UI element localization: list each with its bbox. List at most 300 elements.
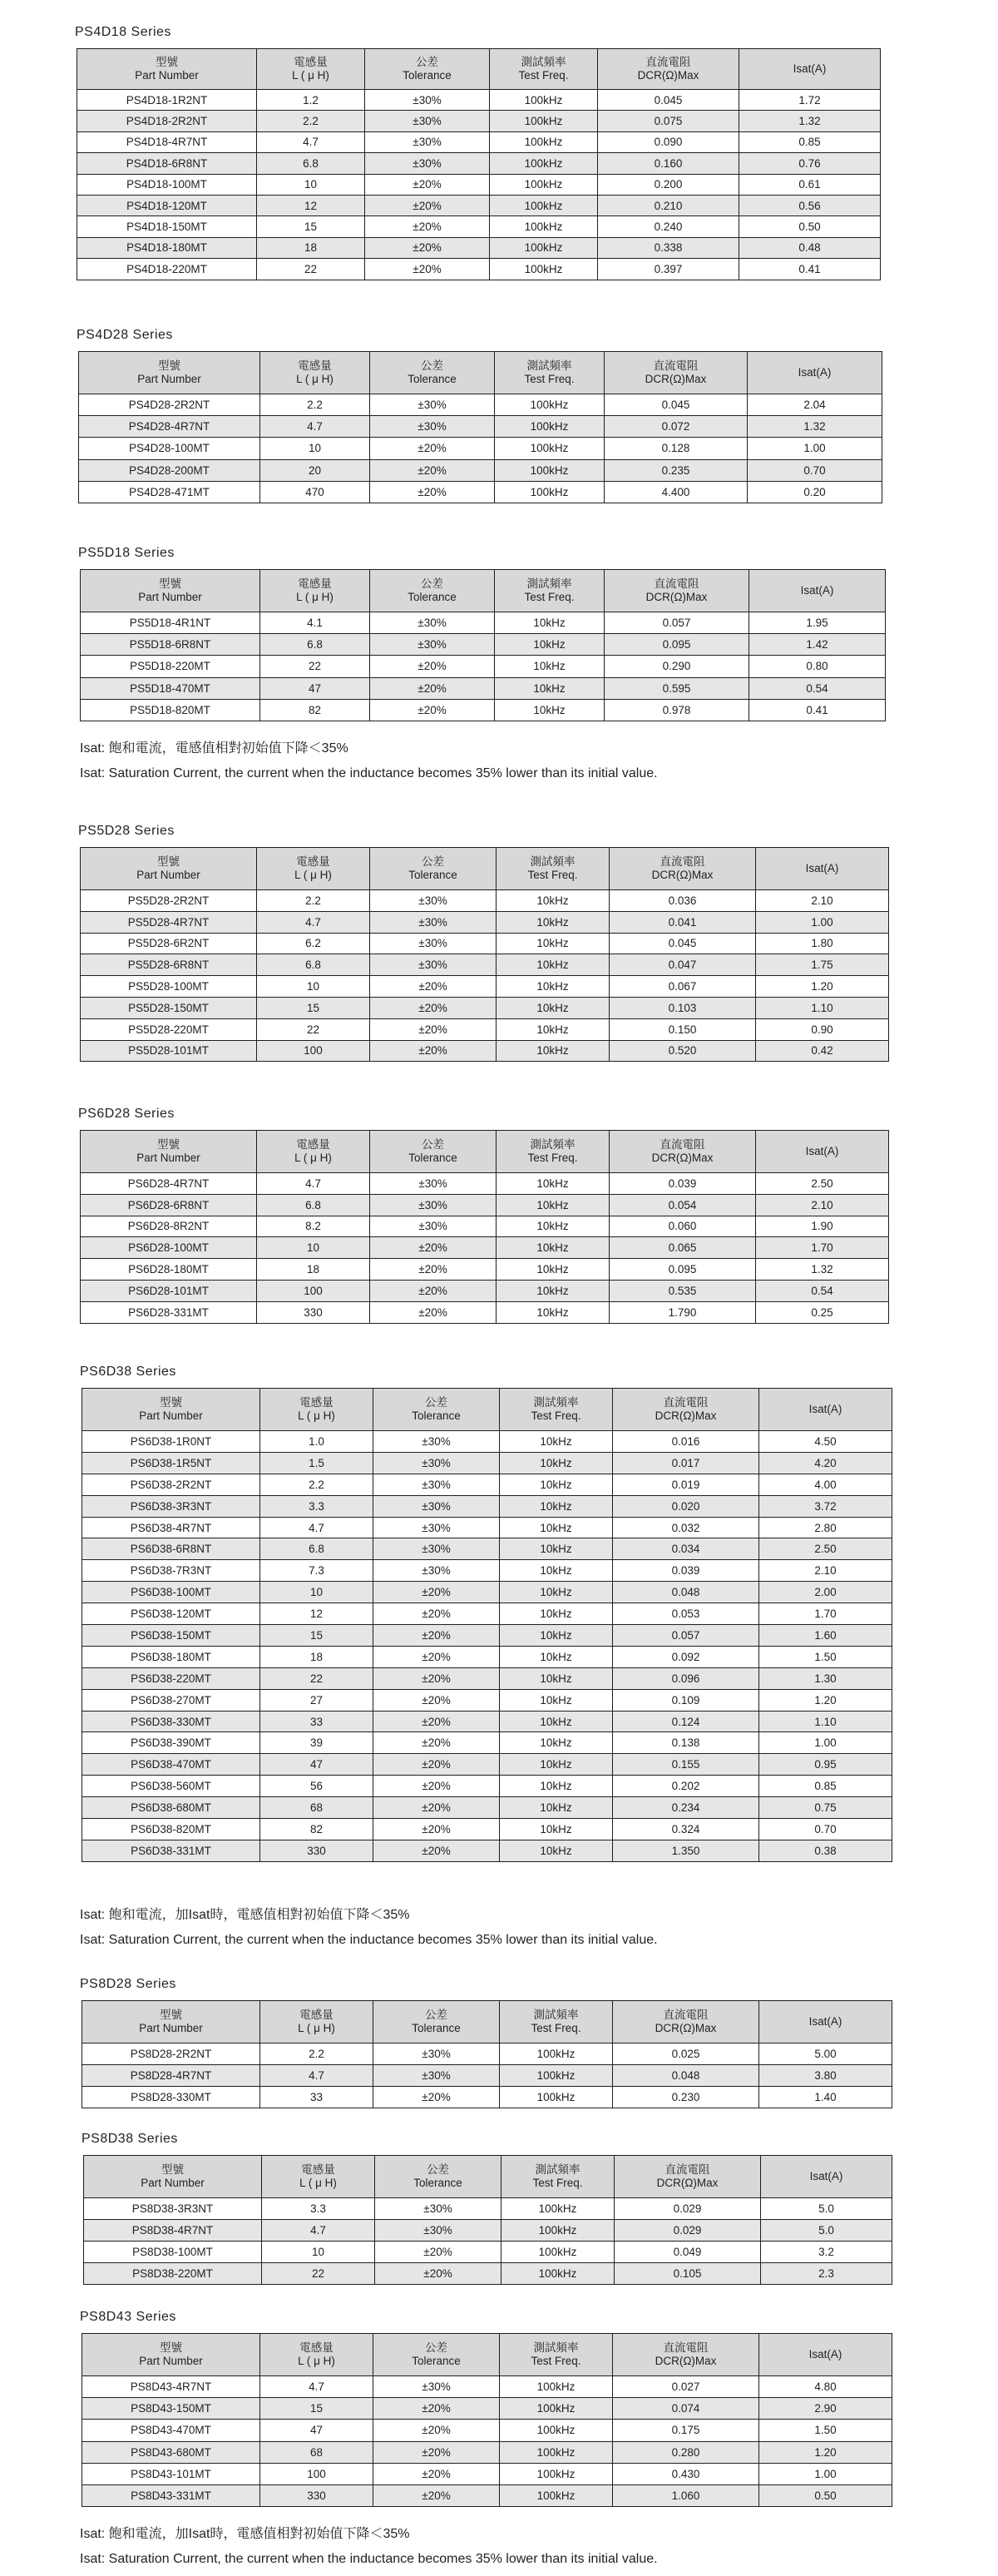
table-row [81,890,889,912]
cell-dcr: 0.016 [613,1431,759,1453]
table-row [81,997,889,1018]
cell-isat: 0.76 [739,153,881,174]
cell-test-freq: 100kHz [490,131,598,152]
cell-inductance: 2.2 [257,111,365,131]
header-row [84,2156,892,2198]
cell-part-number: PS5D28-6R2NT [81,933,257,954]
table-row [77,131,881,152]
cell-isat: 0.80 [749,656,886,677]
cell-tolerance: ±20% [370,976,497,998]
cell-inductance: 7.3 [260,1560,373,1582]
table-row [82,1667,892,1689]
cell-isat: 5.0 [761,2220,892,2242]
header-part-number: 型號 Part Number [84,2156,262,2198]
cell-test-freq: 100kHz [500,2463,613,2484]
cell-dcr: 0.025 [613,2043,759,2065]
cell-inductance: 47 [260,2420,373,2441]
cell-test-freq: 100kHz [501,2198,615,2220]
cell-inductance: 18 [260,1646,373,1667]
cell-dcr: 0.072 [605,416,748,438]
cell-dcr: 0.280 [613,2441,759,2463]
cell-test-freq: 10kHz [497,976,610,998]
cell-dcr: 0.128 [605,438,748,459]
cell-inductance: 12 [260,1603,373,1625]
cell-tolerance: ±20% [373,1840,500,1861]
cell-dcr: 0.036 [610,890,756,912]
cell-isat: 1.50 [759,1646,892,1667]
cell-isat: 0.48 [739,237,881,258]
cell-test-freq: 10kHz [495,677,605,699]
cell-tolerance: ±20% [373,1646,500,1667]
cell-dcr: 0.034 [613,1538,759,1560]
cell-isat: 1.32 [739,111,881,131]
table-header [77,49,881,90]
cell-test-freq: 10kHz [500,1819,613,1840]
table-header [79,352,882,394]
cell-dcr: 0.095 [610,1259,756,1281]
cell-inductance: 10 [257,976,370,998]
cell-test-freq: 100kHz [490,153,598,174]
cell-dcr: 0.230 [613,2087,759,2108]
cell-test-freq: 100kHz [490,259,598,280]
table-body [82,2376,892,2507]
header-tolerance: 公差 Tolerance [375,2156,501,2198]
cell-part-number: PS6D28-6R8NT [81,1194,257,1216]
series-title: PS6D28 Series [78,1107,175,1121]
cell-isat: 3.80 [759,2065,892,2087]
table-header [81,570,886,612]
header-inductance: 電感量 L ( μ H) [260,352,370,394]
table-header [81,848,889,890]
table-row [77,174,881,195]
cell-inductance: 6.8 [257,153,365,174]
table-row [82,1517,892,1538]
header-tolerance: 公差 Tolerance [370,1131,497,1173]
cell-inductance: 68 [260,1797,373,1819]
table-row [82,2463,892,2484]
cell-inductance: 8.2 [257,1216,370,1237]
cell-dcr: 0.109 [613,1689,759,1711]
cell-tolerance: ±20% [370,1018,497,1040]
cell-test-freq: 10kHz [500,1797,613,1819]
cell-test-freq: 100kHz [500,2398,613,2420]
cell-tolerance: ±20% [373,1732,500,1754]
cell-part-number: PS6D38-120MT [82,1603,260,1625]
cell-part-number: PS6D28-4R7NT [81,1173,257,1195]
header-dcr: 直流電阻 DCR(Ω)Max [613,1389,759,1431]
cell-dcr: 0.105 [615,2263,761,2285]
cell-isat: 0.38 [759,1840,892,1861]
cell-part-number: PS8D43-331MT [82,2484,260,2506]
cell-tolerance: ±30% [370,933,497,954]
cell-inductance: 22 [257,259,365,280]
cell-isat: 2.10 [759,1560,892,1582]
cell-inductance: 330 [260,2484,373,2506]
cell-dcr: 0.060 [610,1216,756,1237]
series-title: PS8D43 Series [80,2310,176,2324]
cell-inductance: 6.8 [257,1194,370,1216]
cell-test-freq: 10kHz [495,634,605,656]
cell-part-number: PS6D38-1R5NT [82,1452,260,1474]
cell-test-freq: 10kHz [497,1040,610,1062]
cell-part-number: PS6D38-100MT [82,1582,260,1603]
cell-tolerance: ±20% [373,1754,500,1776]
cell-tolerance: ±20% [373,2398,500,2420]
cell-inductance: 4.7 [260,1517,373,1538]
cell-tolerance: ±30% [373,1538,500,1560]
table-row [82,1625,892,1647]
cell-dcr: 4.400 [605,481,748,503]
cell-inductance: 22 [260,1667,373,1689]
cell-test-freq: 10kHz [500,1776,613,1797]
header-test-freq: 測試頻率 Test Freq. [501,2156,615,2198]
cell-part-number: PS4D18-220MT [77,259,257,280]
cell-isat: 0.61 [739,174,881,195]
cell-inductance: 47 [260,677,370,699]
table-row [81,1194,889,1216]
cell-inductance: 15 [260,2398,373,2420]
header-part-number: 型號 Part Number [77,49,257,90]
table-row [81,612,886,634]
cell-test-freq: 100kHz [500,2065,613,2087]
header-tolerance: 公差 Tolerance [365,49,490,90]
cell-dcr: 1.790 [610,1301,756,1323]
cell-dcr: 0.075 [598,111,739,131]
cell-dcr: 0.047 [610,954,756,976]
cell-tolerance: ±20% [370,1301,497,1323]
cell-test-freq: 10kHz [500,1732,613,1754]
table-row [82,2420,892,2441]
cell-dcr: 0.535 [610,1280,756,1301]
cell-inductance: 56 [260,1776,373,1797]
cell-inductance: 18 [257,237,365,258]
cell-isat: 2.50 [756,1173,889,1195]
cell-tolerance: ±20% [373,2087,500,2108]
table-row [82,1689,892,1711]
cell-inductance: 6.8 [260,634,370,656]
cell-tolerance: ±30% [370,634,495,656]
spec-table [82,2333,892,2507]
table-row [81,1280,889,1301]
cell-dcr: 0.430 [613,2463,759,2484]
cell-tolerance: ±30% [365,153,490,174]
cell-tolerance: ±20% [365,259,490,280]
cell-inductance: 1.0 [260,1431,373,1453]
cell-test-freq: 100kHz [495,438,605,459]
cell-tolerance: ±20% [375,2242,501,2263]
cell-dcr: 0.240 [598,216,739,237]
cell-test-freq: 100kHz [490,174,598,195]
table-row [79,481,882,503]
cell-test-freq: 10kHz [495,612,605,634]
cell-tolerance: ±30% [370,394,495,416]
header-isat: Isat(A) [756,848,889,890]
table-header [82,2001,892,2043]
cell-test-freq: 10kHz [497,911,610,933]
cell-dcr: 0.045 [610,933,756,954]
cell-isat: 4.00 [759,1474,892,1495]
cell-dcr: 0.039 [613,1560,759,1582]
cell-test-freq: 10kHz [495,699,605,721]
cell-isat: 3.72 [759,1495,892,1517]
cell-inductance: 20 [260,459,370,481]
cell-tolerance: ±30% [365,111,490,131]
cell-part-number: PS6D38-1R0NT [82,1431,260,1453]
cell-isat: 1.50 [759,2420,892,2441]
cell-inductance: 33 [260,2087,373,2108]
header-part-number: 型號 Part Number [82,2001,260,2043]
cell-part-number: PS5D28-4R7NT [81,911,257,933]
cell-isat: 0.95 [759,1754,892,1776]
header-inductance: 電感量 L ( μ H) [257,848,370,890]
cell-tolerance: ±20% [370,1237,497,1259]
cell-dcr: 0.103 [610,997,756,1018]
cell-dcr: 0.175 [613,2420,759,2441]
cell-isat: 0.85 [759,1776,892,1797]
cell-tolerance: ±20% [373,2484,500,2506]
table-body [81,1173,889,1324]
cell-part-number: PS8D28-2R2NT [82,2043,260,2065]
table-row [81,656,886,677]
table-row [81,1040,889,1062]
isat-note-zh: Isat: 飽和電流，電感值相對初始值下降＜35% [80,741,348,755]
cell-inductance: 3.3 [262,2198,375,2220]
cell-inductance: 2.2 [260,2043,373,2065]
cell-tolerance: ±30% [365,90,490,111]
table-row [77,90,881,111]
header-isat: Isat(A) [749,570,886,612]
cell-isat: 1.95 [749,612,886,634]
spec-table [82,1388,892,1862]
cell-inductance: 47 [260,1754,373,1776]
cell-dcr: 0.150 [610,1018,756,1040]
cell-isat: 4.20 [759,1452,892,1474]
cell-part-number: PS6D38-560MT [82,1776,260,1797]
cell-tolerance: ±20% [370,677,495,699]
header-inductance: 電感量 L ( μ H) [260,2001,373,2043]
table-row [81,699,886,721]
cell-dcr: 0.200 [598,174,739,195]
cell-dcr: 0.020 [613,1495,759,1517]
cell-isat: 0.50 [759,2484,892,2506]
header-inductance: 電感量 L ( μ H) [260,2334,373,2376]
cell-inductance: 12 [257,195,365,215]
cell-test-freq: 10kHz [500,1517,613,1538]
series-title: PS4D28 Series [77,328,173,342]
header-dcr: 直流電阻 DCR(Ω)Max [598,49,739,90]
cell-tolerance: ±20% [373,1667,500,1689]
table-body [77,90,881,280]
table-row [82,1646,892,1667]
cell-test-freq: 10kHz [500,1625,613,1647]
cell-isat: 5.0 [761,2198,892,2220]
cell-isat: 0.90 [756,1018,889,1040]
table-row [82,1603,892,1625]
cell-isat: 1.72 [739,90,881,111]
cell-tolerance: ±30% [373,2065,500,2087]
cell-dcr: 0.057 [605,612,749,634]
cell-tolerance: ±30% [365,131,490,152]
cell-test-freq: 100kHz [501,2263,615,2285]
cell-inductance: 2.2 [260,1474,373,1495]
table-row [81,634,886,656]
cell-dcr: 0.155 [613,1754,759,1776]
cell-tolerance: ±30% [373,1452,500,1474]
cell-isat: 1.70 [756,1237,889,1259]
table-row [82,1711,892,1732]
header-row [82,2001,892,2043]
cell-isat: 0.56 [739,195,881,215]
cell-part-number: PS6D38-470MT [82,1754,260,1776]
cell-part-number: PS5D28-6R8NT [81,954,257,976]
header-row [82,2334,892,2376]
cell-tolerance: ±20% [373,1582,500,1603]
header-isat: Isat(A) [759,1389,892,1431]
cell-part-number: PS6D28-8R2NT [81,1216,257,1237]
series-title: PS8D28 Series [80,1977,176,1991]
spec-table [77,48,881,280]
cell-test-freq: 10kHz [497,1280,610,1301]
cell-tolerance: ±20% [373,1625,500,1647]
cell-dcr: 0.160 [598,153,739,174]
cell-tolerance: ±30% [373,1517,500,1538]
cell-test-freq: 10kHz [500,1452,613,1474]
table-row [82,1560,892,1582]
table-row [82,1840,892,1861]
cell-dcr: 0.092 [613,1646,759,1667]
cell-inductance: 4.7 [257,911,370,933]
table-row [82,1431,892,1453]
cell-inductance: 100 [257,1280,370,1301]
isat-note-en: Isat: Saturation Current, the current when the inductance becomes 35% lower than its initial value. [80,1933,658,1947]
cell-isat: 2.80 [759,1517,892,1538]
header-part-number: 型號 Part Number [82,1389,260,1431]
cell-part-number: PS5D18-820MT [81,699,260,721]
cell-dcr: 0.041 [610,911,756,933]
cell-part-number: PS6D38-4R7NT [82,1517,260,1538]
header-dcr: 直流電阻 DCR(Ω)Max [613,2001,759,2043]
cell-inductance: 18 [257,1259,370,1281]
table-header [81,1131,889,1173]
cell-isat: 1.20 [756,976,889,998]
cell-tolerance: ±30% [370,954,497,976]
cell-tolerance: ±30% [375,2220,501,2242]
cell-dcr: 0.520 [610,1040,756,1062]
cell-dcr: 0.095 [605,634,749,656]
cell-isat: 1.10 [759,1711,892,1732]
cell-inductance: 1.5 [260,1452,373,1474]
header-part-number: 型號 Part Number [81,848,257,890]
cell-dcr: 0.096 [613,1667,759,1689]
series-title: PS6D38 Series [80,1365,176,1379]
cell-inductance: 10 [257,174,365,195]
cell-part-number: PS4D28-100MT [79,438,260,459]
cell-dcr: 0.067 [610,976,756,998]
cell-isat: 1.00 [756,911,889,933]
cell-part-number: PS5D28-100MT [81,976,257,998]
cell-tolerance: ±30% [373,1560,500,1582]
cell-inductance: 22 [262,2263,375,2285]
cell-part-number: PS5D28-2R2NT [81,890,257,912]
table-row [77,216,881,237]
cell-dcr: 0.048 [613,1582,759,1603]
table-row [82,1797,892,1819]
cell-tolerance: ±20% [373,1797,500,1819]
cell-test-freq: 10kHz [500,1560,613,1582]
cell-isat: 0.54 [756,1280,889,1301]
cell-inductance: 39 [260,1732,373,1754]
cell-tolerance: ±20% [373,2463,500,2484]
cell-isat: 1.70 [759,1603,892,1625]
cell-dcr: 0.065 [610,1237,756,1259]
cell-tolerance: ±20% [370,1040,497,1062]
cell-tolerance: ±30% [370,911,497,933]
cell-isat: 1.00 [748,438,882,459]
cell-part-number: PS4D18-100MT [77,174,257,195]
cell-tolerance: ±20% [373,1603,500,1625]
cell-isat: 3.2 [761,2242,892,2263]
table-header [82,1389,892,1431]
table-row [81,1259,889,1281]
cell-test-freq: 10kHz [497,954,610,976]
header-tolerance: 公差 Tolerance [370,352,495,394]
cell-part-number: PS4D28-4R7NT [79,416,260,438]
cell-test-freq: 10kHz [497,1259,610,1281]
header-test-freq: 測試頻率 Test Freq. [490,49,598,90]
table-row [82,1495,892,1517]
cell-part-number: PS5D18-470MT [81,677,260,699]
cell-part-number: PS8D43-680MT [82,2441,260,2463]
cell-tolerance: ±20% [373,1711,500,1732]
cell-test-freq: 100kHz [501,2220,615,2242]
cell-part-number: PS6D38-150MT [82,1625,260,1647]
cell-test-freq: 10kHz [500,1603,613,1625]
cell-tolerance: ±20% [373,2441,500,2463]
cell-dcr: 0.019 [613,1474,759,1495]
cell-test-freq: 100kHz [495,459,605,481]
cell-part-number: PS4D18-2R2NT [77,111,257,131]
cell-inductance: 2.2 [260,394,370,416]
table-body [82,2043,892,2108]
header-isat: Isat(A) [759,2001,892,2043]
cell-isat: 1.40 [759,2087,892,2108]
cell-tolerance: ±20% [373,1776,500,1797]
cell-tolerance: ±20% [370,656,495,677]
spec-table [80,569,886,721]
cell-test-freq: 100kHz [495,416,605,438]
cell-test-freq: 10kHz [497,997,610,1018]
table-row [81,1301,889,1323]
table-row [84,2242,892,2263]
cell-tolerance: ±20% [370,438,495,459]
cell-part-number: PS8D38-220MT [84,2263,262,2285]
cell-test-freq: 100kHz [490,195,598,215]
table-row [84,2220,892,2242]
header-row [81,570,886,612]
table-row [82,2398,892,2420]
cell-tolerance: ±20% [365,195,490,215]
cell-isat: 1.20 [759,1689,892,1711]
header-test-freq: 測試頻率 Test Freq. [500,2001,613,2043]
cell-isat: 0.20 [748,481,882,503]
cell-isat: 1.30 [759,1667,892,1689]
table-header [84,2156,892,2198]
cell-test-freq: 10kHz [500,1538,613,1560]
cell-part-number: PS6D38-180MT [82,1646,260,1667]
cell-test-freq: 100kHz [500,2441,613,2463]
cell-inductance: 4.7 [262,2220,375,2242]
cell-part-number: PS8D38-100MT [84,2242,262,2263]
